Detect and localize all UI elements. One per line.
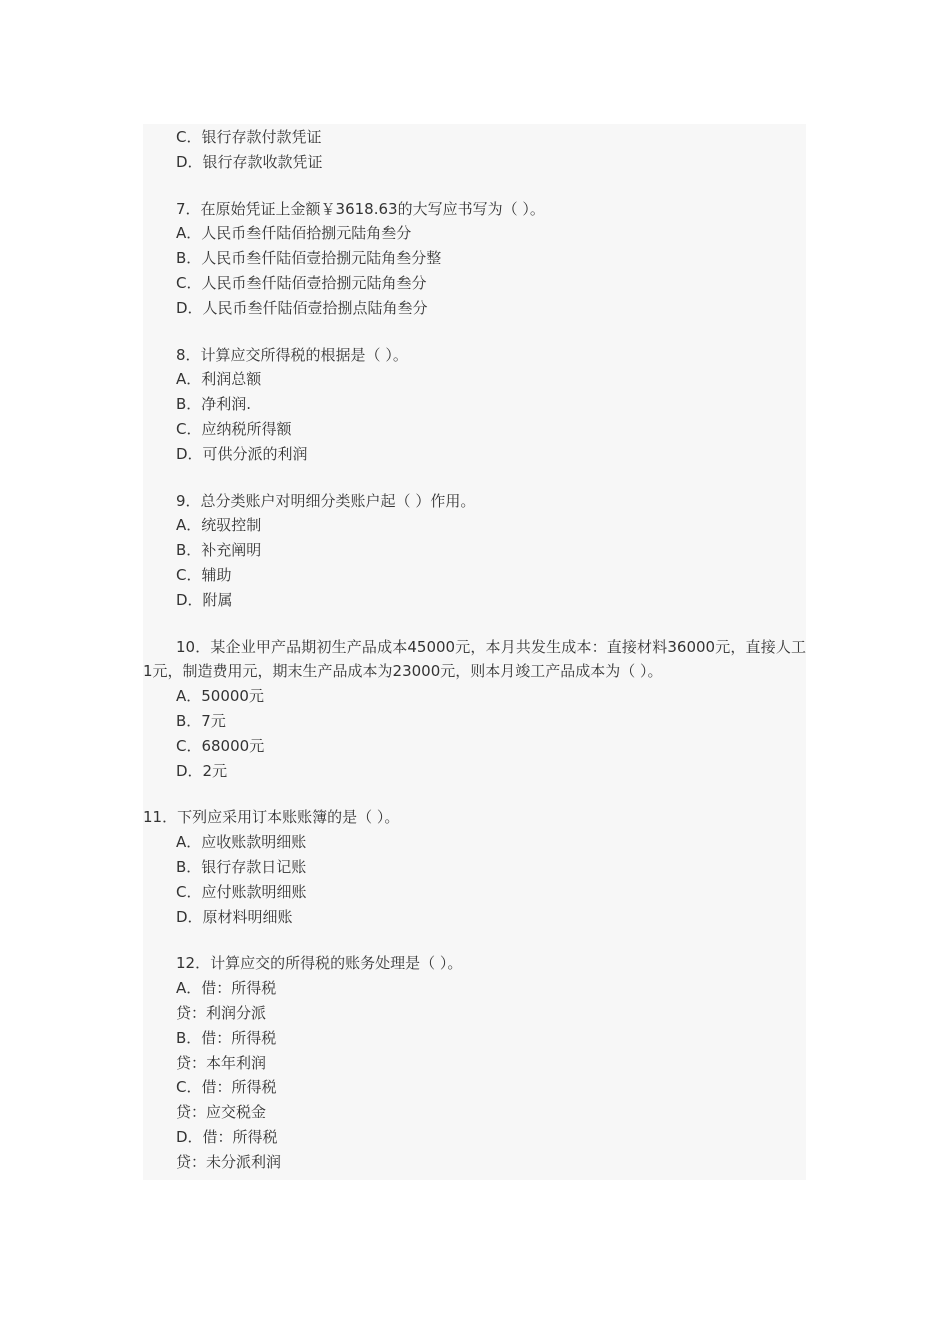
q7-option-c: C．人民币叁仟陆佰壹拾捌元陆角叁分 bbox=[176, 273, 427, 292]
q7-option-b: B．人民币叁仟陆佰壹拾捌元陆角叁分整 bbox=[176, 249, 442, 268]
q9-option-d: D．附属 bbox=[176, 590, 233, 609]
q12-option-a-credit: 贷：利润分派 bbox=[176, 1003, 267, 1022]
q7-option-d: D．人民币叁仟陆佰壹拾捌点陆角叁分 bbox=[176, 298, 428, 317]
q10-option-c: C．68000元 bbox=[176, 736, 265, 755]
q11-option-b: B．银行存款日记账 bbox=[176, 857, 307, 876]
q12-question: 12．计算应交的所得税的账务处理是（ ）。 bbox=[176, 954, 463, 973]
q7-option-a: A．人民币叁仟陆佰拾捌元陆角叁分 bbox=[176, 224, 412, 243]
q10-option-a: A．50000元 bbox=[176, 687, 264, 706]
q7-question: 7．在原始凭证上金额￥3618.63的大写应书写为（ ）。 bbox=[176, 199, 545, 218]
document-page bbox=[143, 124, 806, 1180]
q8-question: 8．计算应交所得税的根据是（ ）。 bbox=[176, 345, 408, 364]
q12-option-b-credit: 贷：本年利润 bbox=[176, 1053, 267, 1072]
q10-option-b: B．7元 bbox=[176, 711, 226, 730]
q8-option-b: B．净利润. bbox=[176, 395, 252, 414]
q12-option-b-debit: B．借：所得税 bbox=[176, 1028, 277, 1047]
q11-option-d: D．原材料明细账 bbox=[176, 907, 293, 926]
q9-question: 9．总分类账户对明细分类账户起（ ）作用。 bbox=[176, 491, 476, 510]
q12-option-a-debit: A．借：所得税 bbox=[176, 979, 277, 998]
q12-option-d-credit: 贷：未分派利润 bbox=[176, 1152, 282, 1171]
q12-option-c-debit: C．借：所得税 bbox=[176, 1078, 277, 1097]
q10-option-d: D．2元 bbox=[176, 761, 228, 780]
q9-option-b: B．补充阐明 bbox=[176, 541, 262, 560]
q11-option-c: C．应付账款明细账 bbox=[176, 882, 307, 901]
q9-option-c: C．辅助 bbox=[176, 565, 232, 584]
q6-option-c: C．银行存款付款凭证 bbox=[176, 128, 322, 146]
q10-question: 10．某企业甲产品期初生产品成本45000元，本月共发生成本：直接材料36000元，直接人工1元，制造费用元，期末生产品成本为23000元，则本月竣工产品成本为（ ）。 bbox=[143, 637, 806, 681]
q9-option-a: A．统驭控制 bbox=[176, 516, 262, 535]
q8-option-a: A．利润总额 bbox=[176, 370, 262, 389]
q12-option-c-credit: 贷：应交税金 bbox=[176, 1103, 267, 1122]
q11-question: 11．下列应采用订本账账簿的是（ ）。 bbox=[143, 808, 400, 827]
q6-option-d: D．银行存款收款凭证 bbox=[176, 152, 323, 171]
q8-option-c: C．应纳税所得额 bbox=[176, 419, 292, 438]
q12-option-d-debit: D．借：所得税 bbox=[176, 1127, 278, 1146]
q8-option-d: D．可供分派的利润 bbox=[176, 444, 308, 463]
q11-option-a: A．应收账款明细账 bbox=[176, 833, 307, 852]
